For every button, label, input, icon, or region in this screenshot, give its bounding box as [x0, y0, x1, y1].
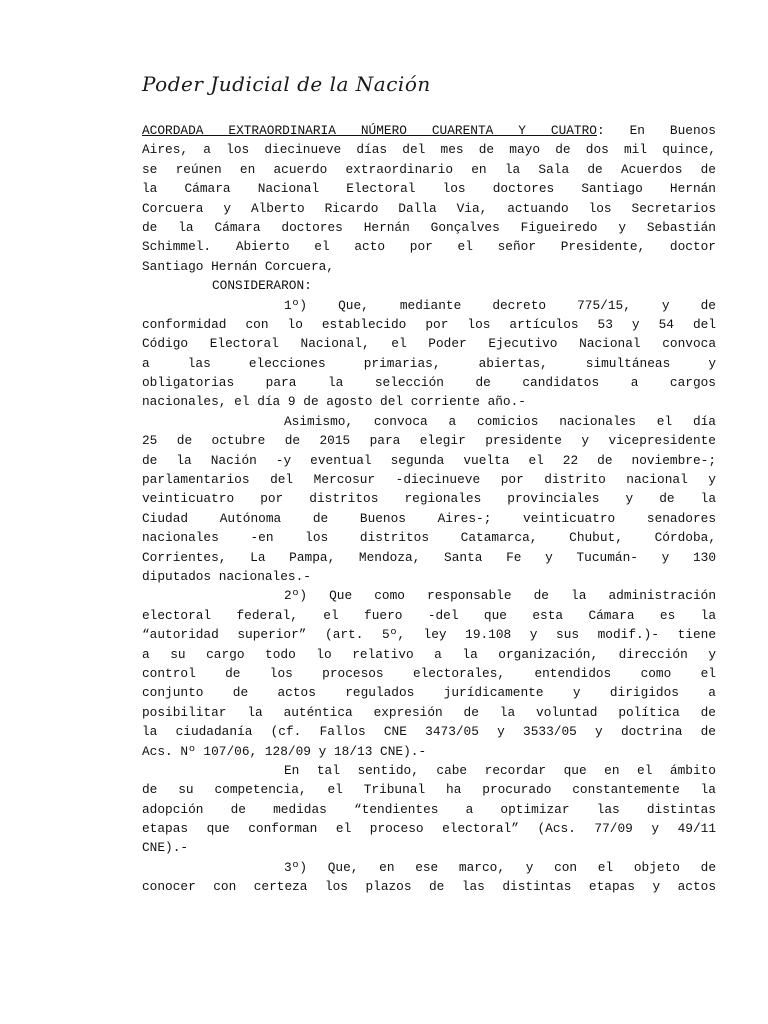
body-line: Santiago Hernán Corcuera, [142, 258, 334, 274]
body-line: adopción de medidas “tendientes a optimizar las distintas [142, 801, 716, 817]
body-line: la Cámara Nacional Electoral los doctores Santiago Hernán [142, 181, 716, 197]
body-line: Corrientes, La Pampa, Mendoza, Santa Fe y Tucumán- y 130 [142, 549, 716, 565]
body-line: electoral federal, el fuero -del que esta Cámara es la [142, 607, 716, 623]
body-line: la ciudadanía (cf. Fallos CNE 3473/05 y 3533/05 y doctrina de [142, 724, 716, 740]
body-line: de su competencia, el Tribunal ha procurado constantemente la [142, 782, 716, 798]
body-line: CNE).- [142, 840, 189, 856]
body-line: Corcuera y Alberto Ricardo Dalla Via, actuando los Secretarios [142, 200, 716, 216]
court-letterhead: Poder Judicial de la Nación [142, 72, 431, 96]
body-line: de la Nación -y eventual segunda vuelta el 22 de noviembre-; [142, 452, 716, 468]
body-line: diputados nacionales.- [142, 568, 311, 584]
paragraph-first-line: En tal sentido, cabe recordar que en el ámbito [284, 762, 716, 778]
body-line: Schimmel. Abierto el acto por el señor Presidente, doctor [142, 239, 716, 255]
heading-continuation: : En Buenos [596, 123, 716, 138]
body-line: a las elecciones primarias, abiertas, simultáneas y [142, 355, 716, 371]
body-line: se reúnen en acuerdo extraordinario en la Sala de Acuerdos de [142, 161, 716, 177]
body-line: de la Cámara doctores Hernán Gonçalves Figueiredo y Sebastián [142, 219, 716, 235]
paragraph-first-line: 2º) Que como responsable de la administración [284, 588, 716, 604]
body-line: conocer con certeza los plazos de las distintas etapas y actos [142, 879, 716, 895]
body-line: conjunto de actos regulados jurídicamente y dirigidos a [142, 685, 716, 701]
body-line: veinticuatro por distritos regionales provinciales y de la [142, 491, 716, 507]
body-line: posibilitar la auténtica expresión de la voluntad política de [142, 704, 716, 720]
body-line: obligatorias para la selección de candidatos a cargos [142, 375, 716, 391]
body-line: “autoridad superior” (art. 5º, ley 19.108 y sus modif.)- tiene [142, 627, 716, 643]
body-line: etapas que conforman el proceso electoral” (Acs. 77/09 y 49/11 [142, 821, 716, 837]
body-line: parlamentarios del Mercosur -diecinueve por distrito nacional y [142, 472, 716, 488]
body-line: Código Electoral Nacional, el Poder Ejecutivo Nacional convoca [142, 336, 716, 352]
body-line: Ciudad Autónoma de Buenos Aires-; veinticuatro senadores [142, 510, 716, 526]
document-heading-line [142, 121, 716, 140]
body-line: Aires, a los diecinueve días del mes de mayo de dos mil quince, [142, 142, 716, 158]
acordada-heading: ACORDADA EXTRAORDINARIA NÚMERO CUARENTA Y CUATRO [142, 123, 597, 138]
body-line: Acs. Nº 107/06, 128/09 y 18/13 CNE).- [142, 743, 427, 759]
paragraph-first-line: Asimismo, convoca a comicios nacionales el día [284, 413, 716, 429]
body-line: conformidad con lo establecido por los artículos 53 y 54 del [142, 316, 716, 332]
body-line: a su cargo todo lo relativo a la organización, dirección y [142, 646, 716, 662]
body-line: 25 de octubre de 2015 para elegir presidente y vicepresidente [142, 433, 716, 449]
paragraph-first-line: 3º) Que, en ese marco, y con el objeto de [284, 859, 716, 875]
considerations-heading: CONSIDERARON: [212, 278, 312, 294]
document-body [142, 121, 716, 897]
body-line: nacionales -en los distritos Catamarca, Chubut, Córdoba, [142, 530, 716, 546]
body-line: control de los procesos electorales, entendidos como el [142, 665, 716, 681]
paragraph-first-line: 1º) Que, mediante decreto 775/15, y de [284, 297, 716, 313]
body-line: nacionales, el día 9 de agosto del corriente año.- [142, 394, 526, 410]
